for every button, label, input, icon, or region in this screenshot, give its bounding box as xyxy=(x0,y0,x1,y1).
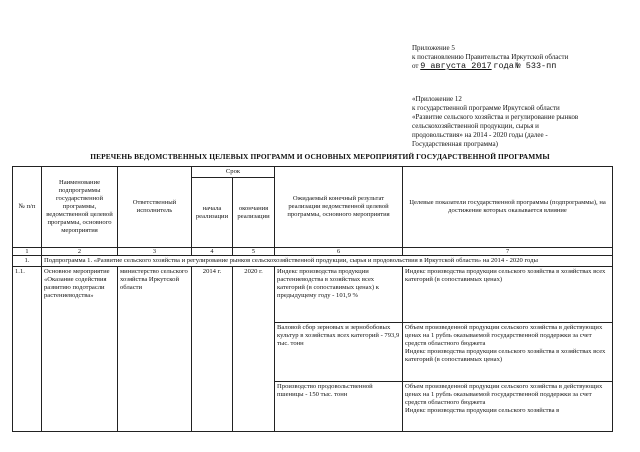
appendix-5-line1: Приложение 5 xyxy=(412,44,455,52)
column-number: 4 xyxy=(192,248,233,256)
decree-date: 9 августа 2017 xyxy=(420,61,492,71)
row-indicator: Объем произведенной продукции сельского хозяйства в действующих ценах на 1 рубль оказываемой государственной поддержки за счет средств областного бюджета Индекс производства продукции сельского хозяйства в хозяйствах всех категорий (в сопоставимых ценах) xyxy=(403,323,613,382)
subprogram-num: 1. xyxy=(13,256,42,267)
column-number: 1 xyxy=(13,248,42,256)
appendix-12-line5: продовольствия» на 2014 - 2020 годы (далее - xyxy=(412,131,548,139)
header-executor: Ответственный исполнитель xyxy=(118,167,192,248)
table-header-row xyxy=(13,167,613,178)
header-indicators: Целевые показатели государственной программы (подпрограммы), на достижение которых оказывается влияние xyxy=(403,167,613,248)
row-result: Валовой сбор зерновых и зернобобовых культур в хозяйствах всех категорий - 793,9 тыс. тонн xyxy=(275,323,403,382)
appendix-12-line2: к государственной программе Иркутской области xyxy=(412,104,560,112)
column-number: 7 xyxy=(403,248,613,256)
table-row xyxy=(13,267,613,323)
appendix-12-line6: Государственная программа) xyxy=(412,140,498,148)
header-num: № п/п xyxy=(13,167,42,248)
row-executor: министерство сельского хозяйства Иркутской области xyxy=(118,267,192,432)
subprogram-row xyxy=(13,256,613,267)
decree-number: № 533-пп xyxy=(515,61,557,71)
header-term: Срок xyxy=(192,167,275,178)
column-number: 5 xyxy=(233,248,275,256)
header-result: Ожидаемый конечный результат реализации ведомственной целевой программы, основного мероприятия xyxy=(275,167,403,248)
row-num: 1.1. xyxy=(13,267,42,432)
programs-table xyxy=(12,166,613,432)
row-name: Основное мероприятие «Оказание содействия развитию подотрасли растениеводства» xyxy=(42,267,118,432)
column-numbers-row xyxy=(13,248,613,256)
date-prefix: от xyxy=(412,62,419,70)
header-end: окончания реализации xyxy=(233,178,275,248)
row-result: Индекс производства продукции растениеводства в хозяйствах всех категорий (в сопоставимых ценах) к предыдущему году - 101,9 % xyxy=(275,267,403,323)
column-number: 3 xyxy=(118,248,192,256)
column-number: 6 xyxy=(275,248,403,256)
appendix-5-line2: к постановлению Правительства Иркутской области xyxy=(412,53,569,61)
row-end: 2020 г. xyxy=(233,267,275,432)
date-year-word: года xyxy=(493,61,514,71)
appendix-12-line3: «Развитие сельского хозяйства и регулирование рынков xyxy=(412,113,579,121)
header-start: начала реализации xyxy=(192,178,233,248)
appendix-12-header xyxy=(412,95,632,149)
row-start: 2014 г. xyxy=(192,267,233,432)
appendix-12-line1: «Приложение 12 xyxy=(412,95,462,103)
document-title: ПЕРЕЧЕНЬ ВЕДОМСТВЕННЫХ ЦЕЛЕВЫХ ПРОГРАММ И ОСНОВНЫХ МЕРОПРИЯТИЙ ГОСУДАРСТВЕННОЙ ПРОГРАММЫ xyxy=(90,152,550,161)
column-number: 2 xyxy=(42,248,118,256)
appendix-5-date-line xyxy=(412,62,632,71)
header-name: Наименование подпрограммы государственной программы, ведомственной целевой программы, основного мероприятия xyxy=(42,167,118,248)
row-indicator: Индекс производства продукции сельского хозяйства в хозяйствах всех категорий (в сопоставимых ценах) xyxy=(403,267,613,323)
row-result: Производство продовольственной пшеницы - 150 тыс. тонн xyxy=(275,382,403,432)
appendix-5-header xyxy=(412,44,632,71)
row-indicator: Объем произведенной продукции сельского хозяйства в действующих ценах на 1 рубль оказываемой государственной поддержки за счет средств областного бюджета Индекс производства продукции сельского хозяйства в xyxy=(403,382,613,432)
subprogram-title: Подпрограмма 1. «Развитие сельского хозяйства и регулирование рынков сельскохозяйственной продукции, сырья и продовольствия в Иркутской области» на 2014 - 2020 годы xyxy=(42,256,613,267)
appendix-12-line4: сельскохозяйственной продукции, сырья и xyxy=(412,122,539,130)
